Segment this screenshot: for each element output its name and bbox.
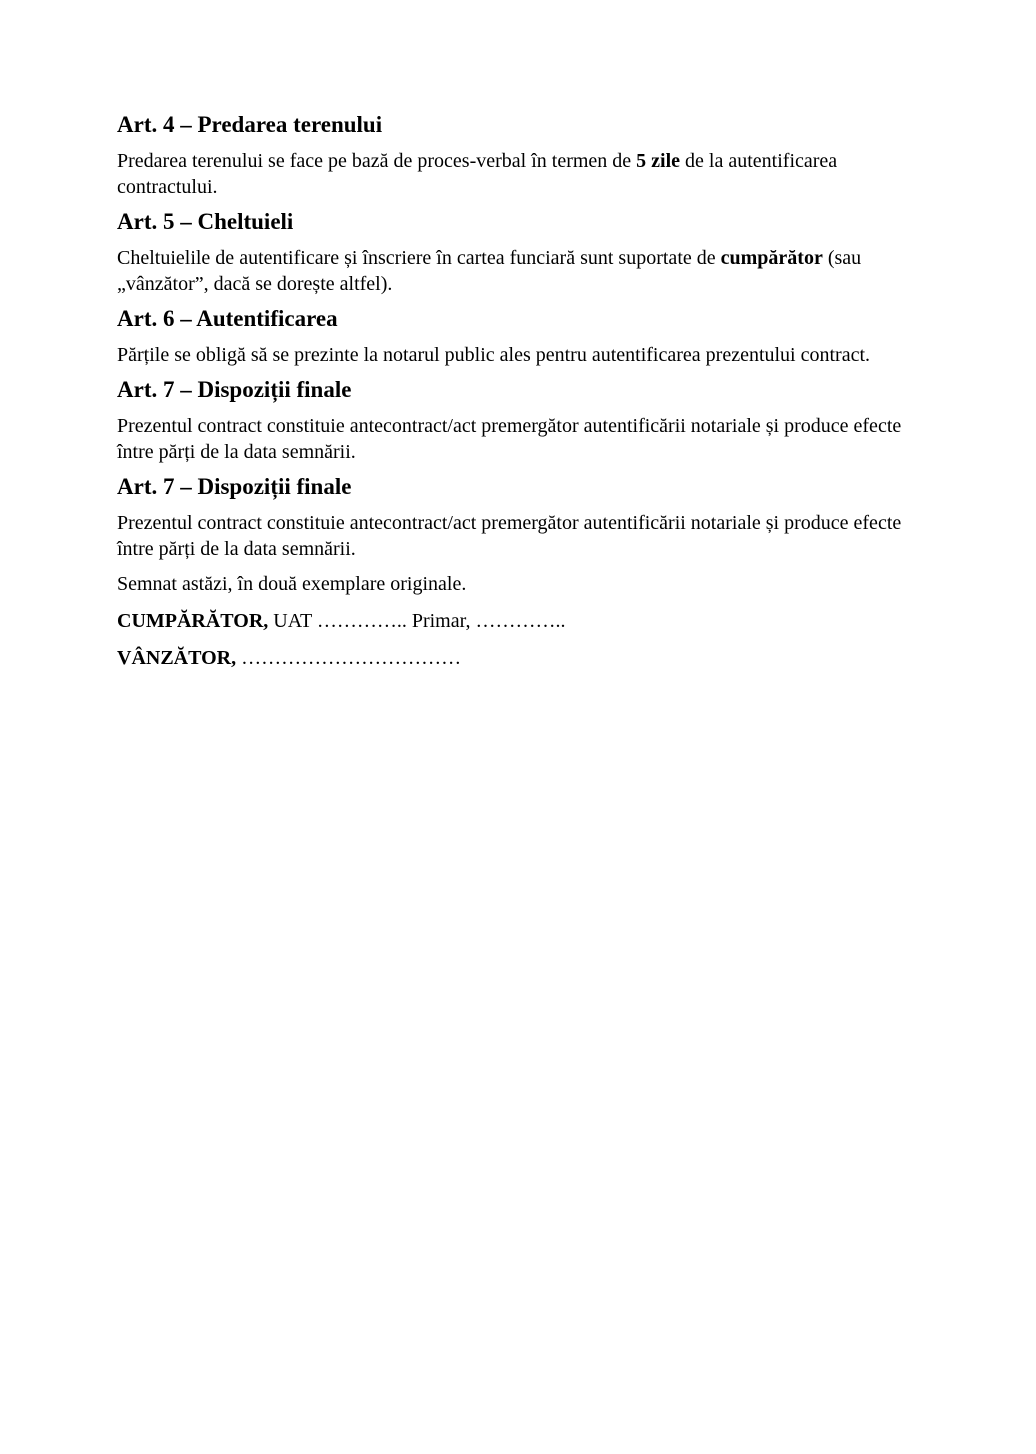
bold-text-run: cumpărător [720,247,823,269]
text-run: Prezentul contract constituie antecontract/act premergător autentificării notariale și produce efecte între părți de la data semnării. [117,512,902,560]
section-heading-art7-duplicate: Art. 7 – Dispoziții finale [117,474,352,499]
section-heading-art6: Art. 6 – Autentificarea [117,306,338,331]
signed-statement: Semnat astăzi, în două exemplare originale. [117,573,467,595]
document-content [117,112,923,682]
seller-signature-line [117,645,923,671]
bold-text-run: VÂNZĂTOR, [117,647,237,669]
text-run: de la autentificarea contractului. [117,150,838,198]
section-heading-art7: Art. 7 – Dispoziții finale [117,377,352,402]
buyer-signature-line [117,608,923,634]
text-run: Cheltuielile de autentificare și înscriere în cartea funciară sunt suportate de [117,247,721,269]
text-run: UAT ………….. Primar, ………….. [268,610,566,632]
section-heading-art5: Art. 5 – Cheltuieli [117,209,294,234]
section-paragraph-art6 [117,342,923,368]
section-paragraph-art5 [117,245,923,297]
text-run: Predarea terenului se face pe bază de proces-verbal în termen de [117,150,637,172]
section-paragraph-art4 [117,148,923,200]
text-run: (sau „vânzător”, dacă se dorește altfel). [117,247,862,295]
section-paragraph-art7-duplicate [117,510,923,562]
bold-text-run: 5 zile [636,150,681,172]
text-run: Părțile se obligă să se prezinte la notarul public ales pentru autentificarea prezentului contract. [117,344,871,366]
section-paragraph-art7 [117,413,923,465]
bold-text-run: CUMPĂRĂTOR, [117,610,269,632]
text-run: Prezentul contract constituie antecontract/act premergător autentificării notariale și produce efecte între părți de la data semnării. [117,415,902,463]
text-run: …………………………… [236,647,462,669]
section-heading-art4: Art. 4 – Predarea terenului [117,112,383,137]
